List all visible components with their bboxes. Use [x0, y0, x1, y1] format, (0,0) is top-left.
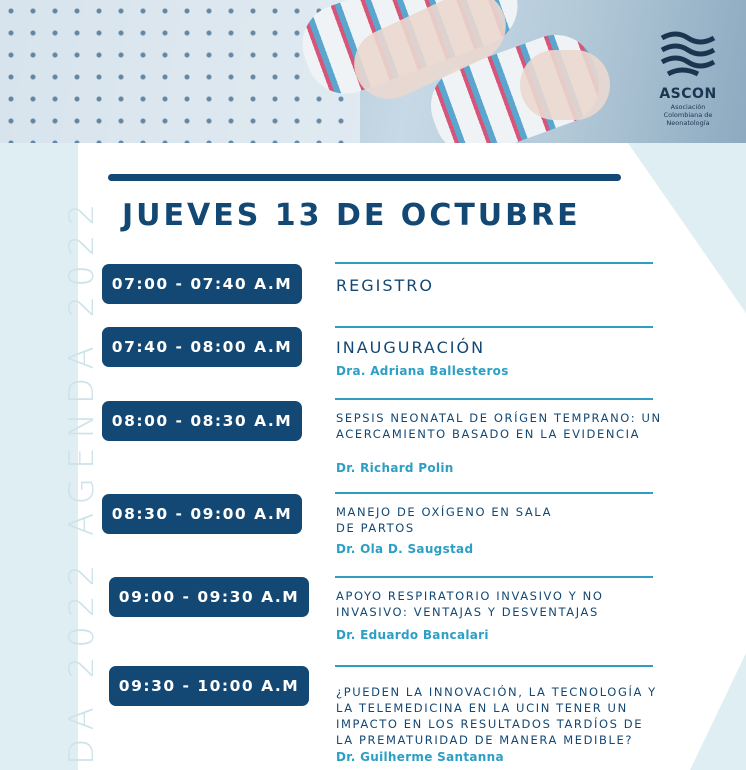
baby-hand: [520, 50, 610, 120]
time-badge: 09:00 - 09:30 A.M: [109, 577, 309, 617]
session-speaker: Dr. Ola D. Saugstad: [336, 542, 474, 556]
session-speaker: Dr. Guilherme Santanna: [336, 750, 504, 764]
time-badge: 07:00 - 07:40 A.M: [102, 264, 302, 304]
session-title-line: ¿PUEDEN LA INNOVACIÓN, LA TECNOLOGÍA Y: [336, 685, 657, 699]
day-title: JUEVES 13 DE OCTUBRE: [122, 198, 581, 233]
ascon-logo-mark: [658, 30, 718, 80]
header-rule: [108, 174, 621, 181]
hospital-gown-pattern: [0, 0, 360, 143]
session-title-line: LA TELEMEDICINA EN LA UCIN TENER UN: [336, 701, 628, 715]
session-title-line: SEPSIS NEONATAL DE ORÍGEN TEMPRANO: UN: [336, 411, 662, 425]
session-speaker: Dr. Eduardo Bancalari: [336, 628, 489, 642]
session-title: [336, 588, 666, 620]
session-title-line: LA PREMATURIDAD DE MANERA MEDIBLE?: [336, 733, 634, 747]
logo-subtitle: Asociación Colombiana de Neonatología: [663, 103, 713, 127]
ascon-logo: [652, 30, 724, 126]
separator-line: [335, 576, 653, 578]
separator-line: [335, 492, 653, 494]
session-title-line: ACERCAMIENTO BASADO EN LA EVIDENCIA: [336, 427, 641, 441]
time-badge: 09:30 - 10:00 A.M: [109, 666, 309, 706]
session-title: [336, 684, 666, 748]
time-badge: 07:40 - 08:00 A.M: [102, 327, 302, 367]
session-title: REGISTRO: [336, 276, 434, 295]
time-badge: 08:00 - 08:30 A.M: [102, 401, 302, 441]
session-title-line: APOYO RESPIRATORIO INVASIVO Y NO: [336, 589, 604, 603]
session-speaker: Dra. Adriana Ballesteros: [336, 364, 509, 378]
session-title-line: IMPACTO EN LOS RESULTADOS TARDÍOS DE: [336, 717, 644, 731]
separator-line: [335, 326, 653, 328]
side-watermark-text: DA 2022 AGENDA 2022: [62, 194, 102, 765]
session-title-line: INVASIVO: VENTAJAS Y DESVENTAJAS: [336, 605, 599, 619]
separator-line: [335, 665, 653, 667]
session-title: [336, 504, 666, 536]
time-badge: 08:30 - 09:00 A.M: [102, 494, 302, 534]
session-title: INAUGURACIÓN: [336, 338, 486, 357]
separator-line: [335, 262, 653, 264]
logo-name: ASCON: [659, 86, 717, 102]
session-title-line: DE PARTOS: [336, 521, 415, 535]
separator-line: [335, 398, 653, 400]
session-speaker: Dr. Richard Polin: [336, 461, 454, 475]
session-title-line: MANEJO DE OXÍGENO EN SALA: [336, 505, 553, 519]
session-title: [336, 410, 666, 442]
header-photo: [0, 0, 746, 143]
